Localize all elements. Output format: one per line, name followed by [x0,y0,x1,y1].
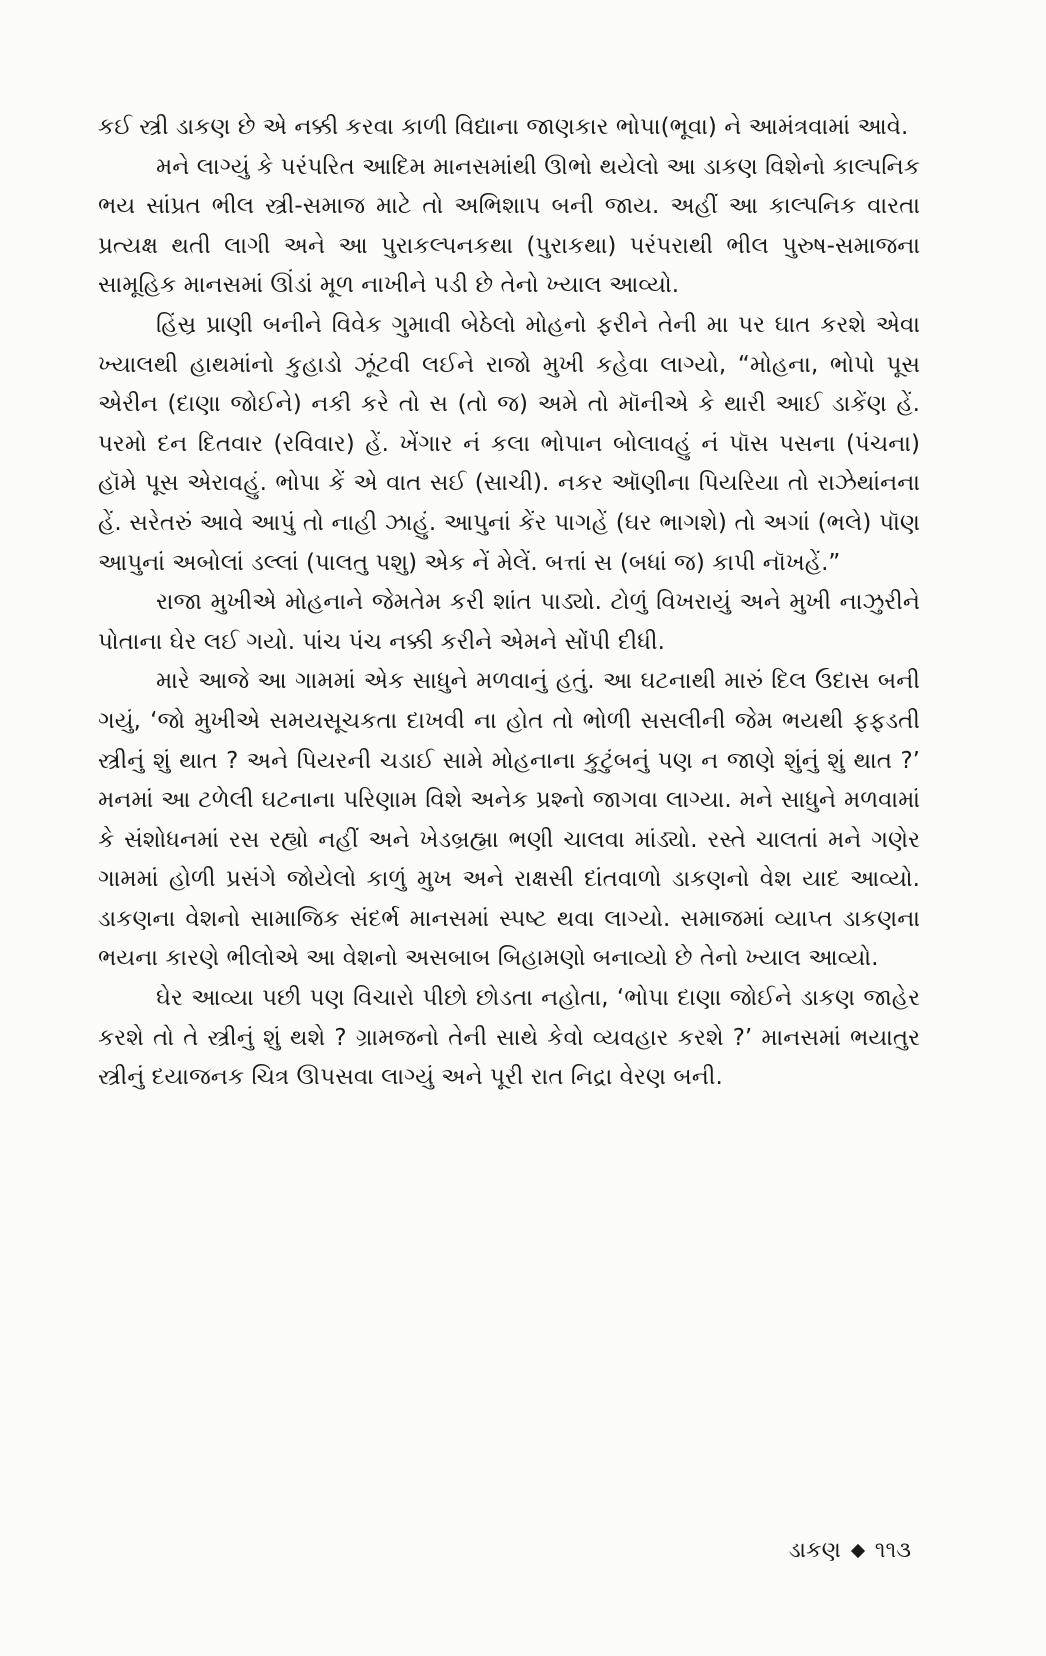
page-footer [789,1538,911,1563]
paragraph-6: ઘેર આવ્યા પછી પણ વિચારો પીછો છોડતા નહોતા, ‘ભોપા દાણા જોઈને ડાકણ જાહેર કરશે તો તે સ્ત્રીનું શું થશે ? ગ્રામજનો તેની સાથે કેવો વ્યવહાર કરશે ?’ માનસમાં ભયાતુર સ્ત્રીનું દયાજનક ચિત્ર ઊપસવા લાગ્યું અને પૂરી રાત નિદ્રા વેરણ બની. [98,985,920,1091]
body-text [98,108,920,1098]
diamond-icon [851,1543,865,1557]
paragraph-5: મારે આજે આ ગામમાં એક સાધુને મળવાનું હતું. આ ઘટનાથી મારું દિલ ઉદાસ બની ગયું, ‘જો મુખીએ સમયસૂચકતા દાખવી ના હોત તો ભોળી સસલીની જેમ ભયથી ફફડતી સ્ત્રીનું શું થાત ? અને પિયરની ચડાઈ સામે મોહનાના કુટુંબનું પણ ન જાણે શુંનું શું થાત ?’ મનમાં આ ટળેલી ઘટનાના પરિણામ વિશે અનેક પ્રશ્નો જાગવા લાગ્યા. મને સાધુને મળવામાં કે સંશોધનમાં રસ રહ્યો નહીં અને ખેડબ્રહ્મા ભણી ચાલવા માંડ્યો. રસ્તે ચાલતાં મને ગણેર ગામમાં હોળી પ્રસંગે જોયેલો કાળું મુખ અને રાક્ષસી દાંતવાળો ડાકણનો વેશ યાદ આવ્યો. ડાકણના વેશનો સામાજિક સંદર્ભ માનસમાં સ્પષ્ટ થવા લાગ્યો. સમાજમાં વ્યાપ્ત ડાકણના ભયના કારણે ભીલોએ આ વેશનો અસબાબ બિહામણો બનાવ્યો છે તેનો ખ્યાલ આવ્યો. [98,668,920,972]
paragraph-1: કઈ સ્ત્રી ડાકણ છે એ નક્કી કરવા કાળી વિદ્યાના જાણકાર ભોપા(ભૂવા) ને આમંત્રવામાં આવે. [98,114,909,140]
paragraph-3: હિંસ્ર પ્રાણી બનીને વિવેક ગુમાવી બેઠેલો મોહનો ફરીને તેની મા પર ઘાત કરશે એવા ખ્યાલથી હાથમાંનો કુહાડો ઝૂંટવી લઈને રાજો મુખી કહેવા લાગ્યો, “મોહના, ભોપો પૂસ એરીન (દાણા જોઈને) નકી કરે તો સ (તો જ) અમે તો મૉનીએ કે થારી આઈ ડાકેંણ હેં. પરમો દન દિતવાર (રવિવાર) હેં. ખેંગાર નં કલા ભોપાન બોલાવહું નં પૉસ પસના (પંચના) હૉમે પૂસ એરાવહું. ભોપા કેં એ વાત સઈ (સાચી). નકર ઑણીના પિયરિયા તો રાઝેથાંનના હેં. સરેતરું આવે આપું તો નાહી ઝાહું. આપુનાં કેંર પાગહેં (ઘર ભાગશે) તો અગાં (ભલે) પૉણ આપુનાં અબોલાં ડલ્લાં (પાલતુ પશુ) એક નેં મેલેં. બત્તાં સ (બધાં જ) કાપી નૉખહેં.” [98,311,920,576]
paragraph-2: મને લાગ્યું કે પરંપરિત આદિમ માનસમાંથી ઊભો થયેલો આ ડાકણ વિશેનો કાલ્પનિક ભય સાંપ્રત ભીલ સ્ત્રી-સમાજ માટે તો અભિશાપ બની જાય. અહીં આ કાલ્પનિક વારતા પ્રત્યક્ષ થતી લાગી અને આ પુરાકલ્પનકથા (પુરાકથા) પરંપરાથી ભીલ પુરુષ-સમાજના સામૂહિક માનસમાં ઊંડાં મૂળ નાખીને પડી છે તેનો ખ્યાલ આવ્યો. [98,153,920,299]
paragraph-4: રાજા મુખીએ મોહનાને જેમતેમ કરી શાંત પાડ્યો. ટોળું વિખરાયું અને મુખી નાઝુરીને પોતાના ઘેર લઈ ગયો. પાંચ પંચ નક્કી કરીને એમને સોંપી દીધી. [98,589,920,655]
page-number: ૧૧૩ [874,1538,911,1563]
running-title: ડાકણ [788,1538,841,1563]
